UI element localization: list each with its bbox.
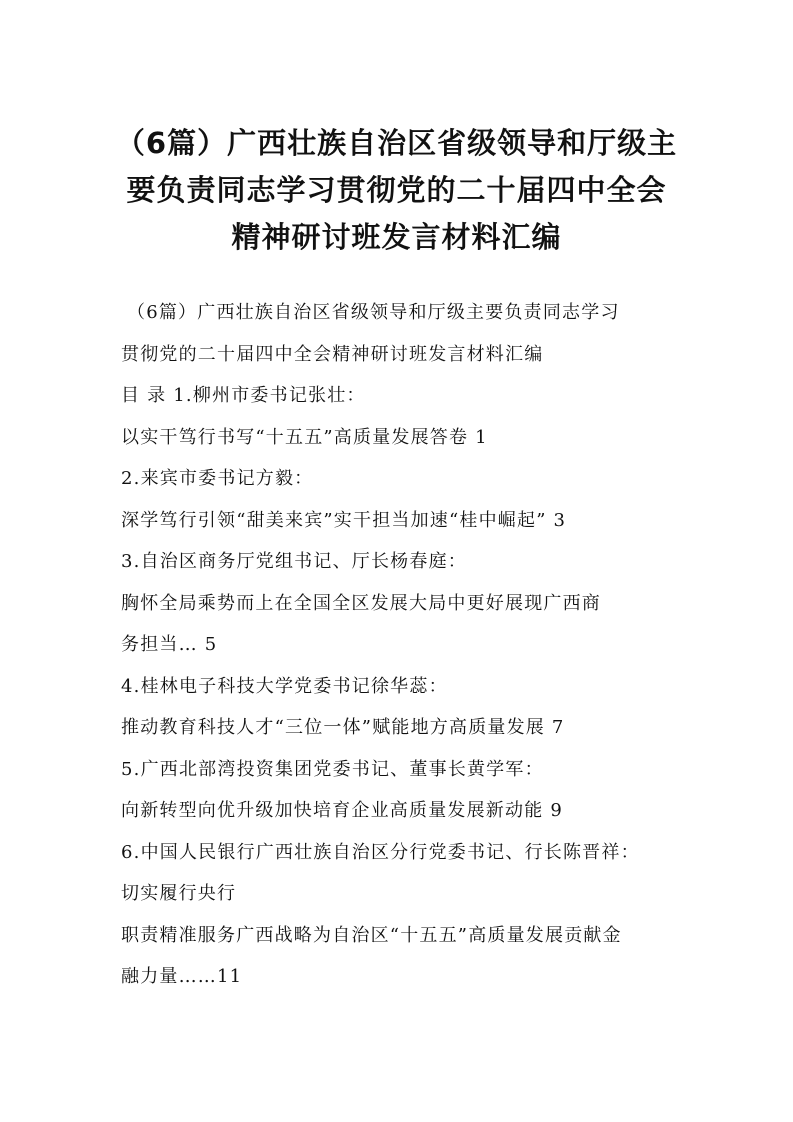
toc-entry-3-line-1: 胸怀全局乘势而上在全国全区发展大局中更好展现广西商 — [121, 592, 601, 614]
title-line-2: 要负责同志学习贯彻党的二十届四中全会 — [126, 173, 667, 207]
document-title — [100, 120, 693, 261]
intro-line-1: （6篇）广西壮族自治区省级领导和厅级主要负责同志学习 — [127, 302, 620, 323]
toc-entry-6-line-3: 融力量……11 — [121, 966, 243, 987]
document-body — [121, 292, 681, 998]
toc-entry-4: 推动教育科技人才“三位一体”赋能地方高质量发展 7 — [121, 717, 565, 738]
toc-entry-6-line-1: 切实履行央行 — [121, 883, 237, 904]
toc-entry-6-line-2: 职责精准服务广西战略为自治区“十五五”高质量发展贡献金 — [121, 924, 622, 946]
intro-line-2: 贯彻党的二十届四中全会精神研讨班发言材料汇编 — [121, 343, 544, 365]
toc-item-2: 2.来宾市委书记方毅： — [121, 468, 314, 489]
title-line-3: 精神研讨班发言材料汇编 — [231, 220, 562, 254]
toc-entry-1: 以实干笃行书写“十五五”高质量发展答卷 1 — [121, 426, 488, 448]
toc-item-4: 4.桂林电子科技大学党委书记徐华蕊： — [121, 675, 448, 697]
toc-entry-5: 向新转型向优升级加快培育企业高质量发展新动能 9 — [121, 800, 563, 821]
toc-heading-item-1: 目 录 1.柳州市委书记张壮： — [121, 385, 366, 406]
toc-item-3: 3.自治区商务厅党组书记、厅长杨春庭： — [121, 551, 467, 572]
title-line-1: （6篇）广西壮族自治区省级领导和厅级主 — [115, 126, 678, 160]
toc-item-6: 6.中国人民银行广西壮族自治区分行党委书记、行长陈晋祥： — [121, 841, 640, 863]
toc-entry-3-line-2: 务担当… 5 — [121, 634, 218, 655]
toc-entry-2: 深学笃行引领“甜美来宾”实干担当加速“桂中崛起” 3 — [121, 509, 567, 531]
toc-item-5: 5.广西北部湾投资集团党委书记、董事长黄学军： — [121, 758, 544, 780]
